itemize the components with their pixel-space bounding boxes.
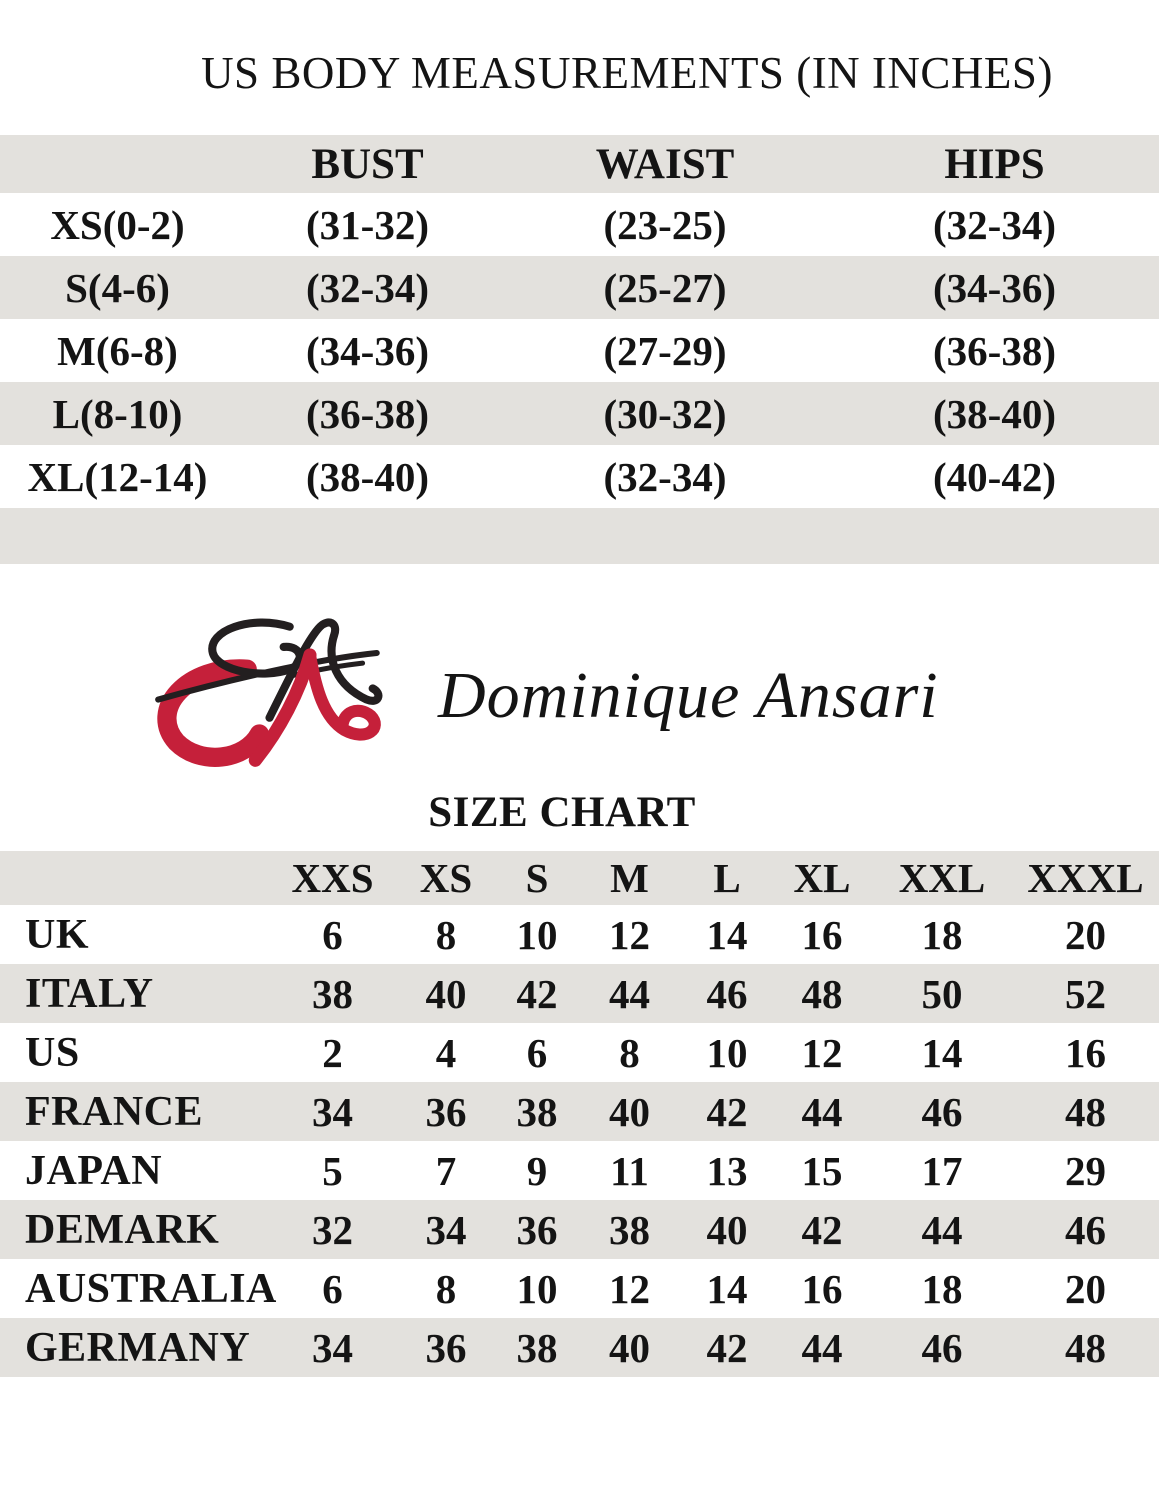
size-value: 46 <box>706 970 748 1017</box>
size-value: 20 <box>1065 1265 1106 1312</box>
da-monogram-icon <box>142 612 400 780</box>
size-value: 36 <box>516 1206 558 1253</box>
size-chart-row <box>0 1259 1159 1318</box>
size-value: 34 <box>312 1088 353 1135</box>
size-value: 10 <box>516 911 558 958</box>
bust-value: (34-36) <box>306 327 429 374</box>
hips-value: (36-38) <box>933 327 1056 374</box>
size-value: 12 <box>609 1265 650 1312</box>
size-chart-header-row <box>0 851 1159 905</box>
size-value: 46 <box>921 1088 963 1135</box>
country-label: ITALY <box>25 970 154 1017</box>
measurement-row <box>0 382 1159 445</box>
country-label: AUSTRALIA <box>25 1265 277 1312</box>
size-chart-table <box>0 851 1159 1377</box>
country-label: FRANCE <box>25 1088 203 1135</box>
size-value: 38 <box>609 1206 650 1253</box>
size-value: 6 <box>322 1265 343 1312</box>
measurement-row <box>0 445 1159 508</box>
size-value: 42 <box>516 970 558 1017</box>
measurement-row <box>0 256 1159 319</box>
size-value: 13 <box>706 1147 748 1194</box>
measurements-title: US BODY MEASUREMENTS (IN INCHES) <box>201 48 1053 98</box>
size-value: 17 <box>921 1147 963 1194</box>
size-value: 18 <box>921 1265 963 1312</box>
size-value: 16 <box>801 1265 843 1312</box>
size-value: 10 <box>706 1029 748 1076</box>
column-header-l: L <box>713 855 741 902</box>
size-value: 48 <box>801 970 843 1017</box>
size-value: 6 <box>526 1029 548 1076</box>
size-value: 40 <box>609 1324 650 1371</box>
size-value: 34 <box>312 1324 353 1371</box>
size-value: 12 <box>609 911 650 958</box>
size-value: 42 <box>706 1088 748 1135</box>
size-value: 15 <box>801 1147 843 1194</box>
country-label: JAPAN <box>25 1147 163 1194</box>
size-chart-table-body <box>0 905 1159 1377</box>
column-header-bust: BUST <box>311 140 424 188</box>
measurements-footer-band <box>0 508 1159 564</box>
size-value: 14 <box>706 911 748 958</box>
size-value: 7 <box>435 1147 457 1194</box>
hips-value: (38-40) <box>933 390 1056 437</box>
size-chart-row <box>0 1200 1159 1259</box>
column-header-waist: WAIST <box>595 140 735 188</box>
measurement-row <box>0 319 1159 382</box>
size-value: 8 <box>619 1029 640 1076</box>
measurement-row <box>0 193 1159 256</box>
size-value: 4 <box>435 1029 457 1076</box>
country-label: UK <box>25 911 89 958</box>
size-label: L(8-10) <box>52 390 183 437</box>
size-value: 14 <box>706 1265 748 1312</box>
size-value: 40 <box>425 970 467 1017</box>
size-label: XL(12-14) <box>27 453 208 500</box>
size-value: 48 <box>1065 1324 1106 1371</box>
size-value: 50 <box>921 970 963 1017</box>
country-label: US <box>25 1029 80 1076</box>
size-value: 44 <box>801 1088 843 1135</box>
size-value: 44 <box>801 1324 843 1371</box>
measurements-table-body <box>0 193 1159 508</box>
measurements-table <box>0 135 1159 564</box>
size-value: 12 <box>801 1029 843 1076</box>
size-value: 44 <box>609 970 650 1017</box>
column-header-xs: XS <box>419 855 473 902</box>
size-value: 40 <box>706 1206 748 1253</box>
size-value: 18 <box>921 911 963 958</box>
size-value: 40 <box>609 1088 650 1135</box>
size-value: 29 <box>1065 1147 1106 1194</box>
size-value: 38 <box>516 1324 558 1371</box>
waist-value: (27-29) <box>603 327 727 374</box>
size-value: 48 <box>1065 1088 1106 1135</box>
size-chart-title: SIZE CHART <box>428 789 696 837</box>
size-value: 42 <box>801 1206 843 1253</box>
size-value: 5 <box>322 1147 343 1194</box>
hips-value: (40-42) <box>933 453 1056 500</box>
size-value: 44 <box>921 1206 963 1253</box>
country-label: DEMARK <box>25 1206 220 1253</box>
size-chart-row <box>0 1141 1159 1200</box>
size-value: 52 <box>1065 970 1106 1017</box>
bust-value: (38-40) <box>306 453 429 500</box>
size-label: XS(0-2) <box>50 201 185 248</box>
waist-value: (32-34) <box>603 453 727 500</box>
country-label: GERMANY <box>25 1324 251 1371</box>
column-header-s: S <box>525 855 549 902</box>
size-label: M(6-8) <box>57 327 178 374</box>
size-label: S(4-6) <box>65 264 170 311</box>
size-value: 32 <box>312 1206 353 1253</box>
hips-value: (34-36) <box>933 264 1056 311</box>
size-value: 36 <box>425 1088 467 1135</box>
hips-value: (32-34) <box>933 201 1056 248</box>
size-chart-row <box>0 905 1159 964</box>
column-header-xxs: XXS <box>291 855 374 902</box>
size-value: 42 <box>706 1324 748 1371</box>
waist-value: (30-32) <box>603 390 727 437</box>
size-value: 46 <box>921 1324 963 1371</box>
column-header-xxl: XXL <box>898 855 986 902</box>
column-header-m: M <box>610 855 649 902</box>
size-value: 8 <box>435 1265 457 1312</box>
size-chart-row <box>0 1082 1159 1141</box>
size-value: 38 <box>516 1088 558 1135</box>
column-header-xl: XL <box>793 855 851 902</box>
size-value: 6 <box>322 911 343 958</box>
size-value: 36 <box>425 1324 467 1371</box>
size-value: 34 <box>425 1206 467 1253</box>
size-value: 8 <box>435 911 457 958</box>
size-value: 2 <box>322 1029 343 1076</box>
size-value: 46 <box>1065 1206 1106 1253</box>
size-value: 14 <box>921 1029 963 1076</box>
column-header-xxxl: XXXL <box>1027 855 1144 902</box>
size-chart-row <box>0 1318 1159 1377</box>
size-value: 38 <box>312 970 353 1017</box>
size-value: 10 <box>516 1265 558 1312</box>
brand-header <box>0 612 1159 780</box>
size-value: 16 <box>801 911 843 958</box>
size-value: 11 <box>610 1147 649 1194</box>
brand-name: Dominique Ansari <box>438 659 939 733</box>
size-value: 9 <box>526 1147 548 1194</box>
waist-value: (25-27) <box>603 264 727 311</box>
bust-value: (31-32) <box>306 201 429 248</box>
size-value: 20 <box>1065 911 1106 958</box>
size-chart-row <box>0 964 1159 1023</box>
bust-value: (36-38) <box>306 390 429 437</box>
measurements-header-row <box>0 135 1159 193</box>
bust-value: (32-34) <box>306 264 429 311</box>
waist-value: (23-25) <box>603 201 727 248</box>
size-value: 16 <box>1065 1029 1106 1076</box>
size-chart-row <box>0 1023 1159 1082</box>
column-header-hips: HIPS <box>944 140 1045 188</box>
